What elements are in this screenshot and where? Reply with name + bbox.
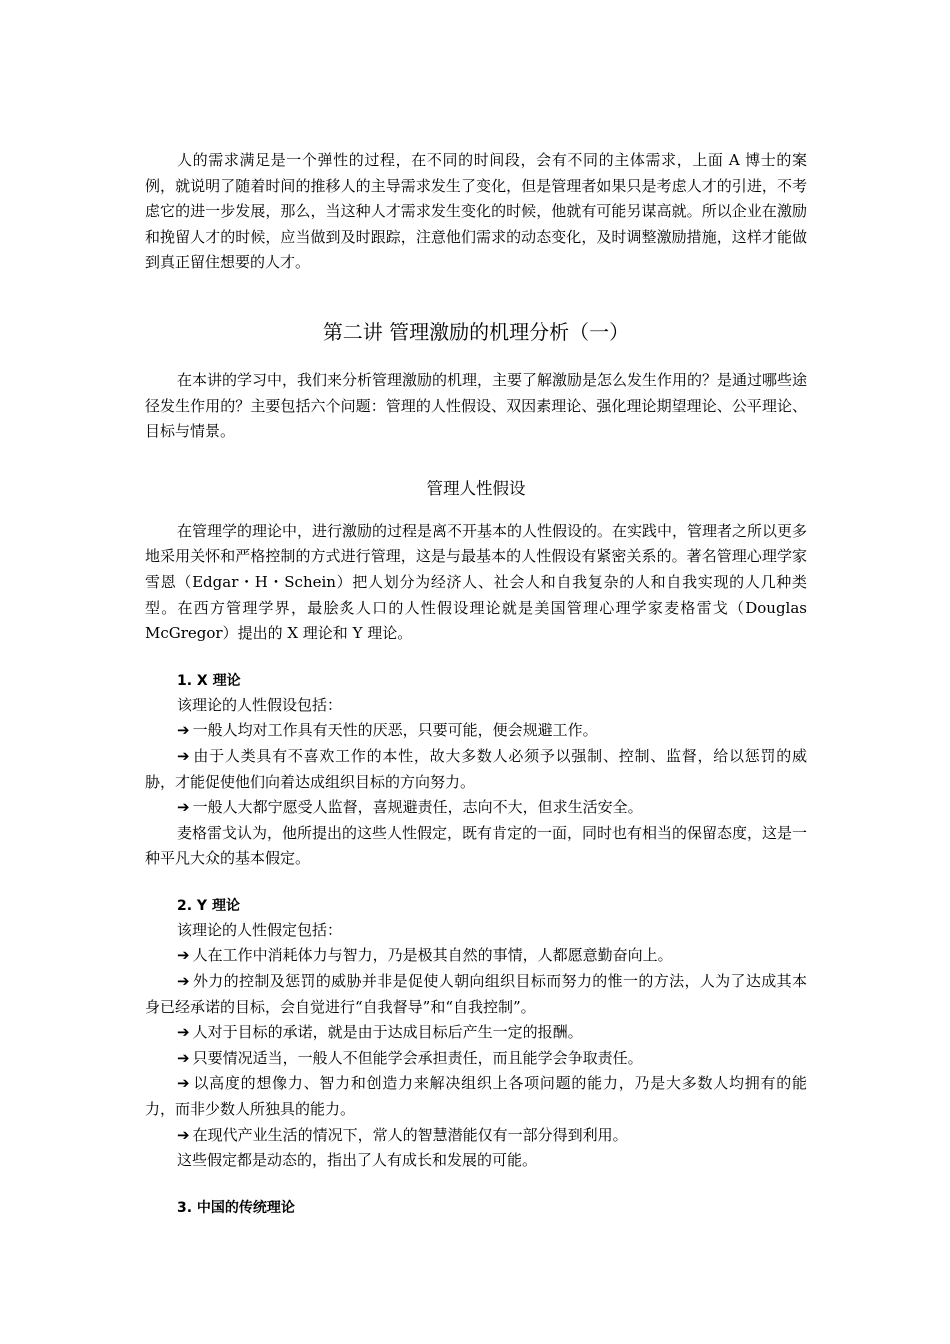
arrow-right-icon: ➔ bbox=[177, 1125, 190, 1144]
theory-x-item bbox=[145, 744, 807, 795]
lecture-intro-paragraph: 在本讲的学习中，我们来分析管理激励的机理，主要了解激励是怎么发生作用的？是通过哪些途径发生作用的？主要包括六个问题：管理的人性假设、双因素理论、强化理论期望理论、公平理论、目标与情景。 bbox=[145, 370, 808, 441]
theory-y-item bbox=[145, 943, 807, 969]
theory-x-item-text: 一般人均对工作具有天性的厌恶，只要可能，便会规避工作。 bbox=[192, 721, 598, 740]
theory-y-item bbox=[145, 1123, 807, 1149]
section-intro-paragraph: 在管理学的理论中，进行激励的过程是离不开基本的人性假设的。在实践中，管理者之所以更多地采用关怀和严格控制的方式进行管理，这是与最基本的人性假设有紧密关系的。著名管理心理学家雪恩（Edgar・H・Schein）把人划分为经济人、社会人和自我复杂的人和自我实现的人几种类型。在西方管理学界，最脍炙人口的人性假设理论就是美国管理心理学家麦格雷戈（Douglas McGregor）提出的 X 理论和 Y 理论。 bbox=[145, 521, 808, 643]
arrow-right-icon: ➔ bbox=[177, 972, 190, 991]
arrow-right-icon: ➔ bbox=[177, 746, 190, 765]
theory-cn-heading: 3. 中国的传统理论 bbox=[177, 1199, 295, 1216]
arrow-right-icon: ➔ bbox=[177, 1074, 190, 1093]
theory-y-item bbox=[145, 1046, 807, 1072]
theory-x-item bbox=[145, 795, 807, 821]
theory-y-item bbox=[145, 1020, 807, 1046]
arrow-right-icon: ➔ bbox=[177, 946, 190, 965]
intro-paragraph: 人的需求满足是一个弹性的过程，在不同的时间段，会有不同的主体需求，上面 A 博士的案例，就说明了随着时间的推移人的主导需求发生了变化，但是管理者如果只是考虑人才的引进，不考虑它的进一步发展，那么，当这种人才需求发生变化的时候，他就有可能另谋高就。所以企业在激励和挽留人才的时候，应当做到及时跟踪，注意他们需求的动态变化，及时调整激励措施，这样才能做到真正留住想要的人才。 bbox=[145, 151, 807, 272]
theory-y-item-text: 在现代产业生活的情况下，常人的智慧潜能仅有一部分得到利用。 bbox=[192, 1125, 628, 1144]
theory-x-item-text: 由于人类具有不喜欢工作的本性，故大多数人必须予以强制、控制、监督，给以惩罚的威胁，才能促使他们向着达成组织目标的方向努力。 bbox=[145, 746, 807, 791]
theory-y-heading: 2. Y 理论 bbox=[177, 897, 240, 914]
theory-y-item-text: 外力的控制及惩罚的威胁并非是促使人朝向组织目标而努力的惟一的方法，人为了达成其本身已经承诺的目标，会自觉进行“自我督导”和“自我控制”。 bbox=[145, 972, 807, 1016]
arrow-right-icon: ➔ bbox=[177, 798, 190, 817]
theory-y-item-text: 以高度的想像力、智力和创造力来解决组织上各项问题的能力，乃是大多数人均拥有的能力，而非少数人所独具的能力。 bbox=[145, 1074, 807, 1119]
theory-y-item-text: 人在工作中消耗体力与智力，乃是极其自然的事情，人都愿意勤奋向上。 bbox=[192, 946, 673, 965]
theory-y-item-text: 只要情况适当，一般人不但能学会承担责任，而且能学会争取责任。 bbox=[192, 1048, 643, 1067]
theory-y-item-text: 人对于目标的承诺，就是由于达成目标后产生一定的报酬。 bbox=[192, 1023, 583, 1042]
arrow-right-icon: ➔ bbox=[177, 721, 190, 740]
section-title: 管理人性假设 bbox=[426, 478, 526, 498]
theory-x-item bbox=[145, 718, 807, 744]
theory-x-lead: 该理论的人性假设包括： bbox=[177, 695, 343, 714]
theory-y-item bbox=[145, 969, 807, 1020]
theory-x-heading: 1. X 理论 bbox=[177, 672, 241, 689]
document-page bbox=[145, 148, 807, 1220]
theory-y-item bbox=[145, 1071, 807, 1122]
theory-y-conclusion: 这些假定都是动态的，指出了人有成长和发展的可能。 bbox=[177, 1151, 538, 1170]
arrow-right-icon: ➔ bbox=[177, 1023, 190, 1042]
theory-x-conclusion: 麦格雷戈认为，他所提出的这些人性假定，既有肯定的一面，同时也有相当的保留态度，这是一种平凡大众的基本假定。 bbox=[145, 823, 808, 868]
theory-x-item-text: 一般人大都宁愿受人监督，喜规避责任，志向不大，但求生活安全。 bbox=[192, 798, 643, 817]
theory-y-lead: 该理论的人性假定包括： bbox=[177, 920, 343, 939]
lecture-title: 第二讲 管理激励的机理分析（一） bbox=[322, 319, 630, 344]
arrow-right-icon: ➔ bbox=[177, 1048, 190, 1067]
